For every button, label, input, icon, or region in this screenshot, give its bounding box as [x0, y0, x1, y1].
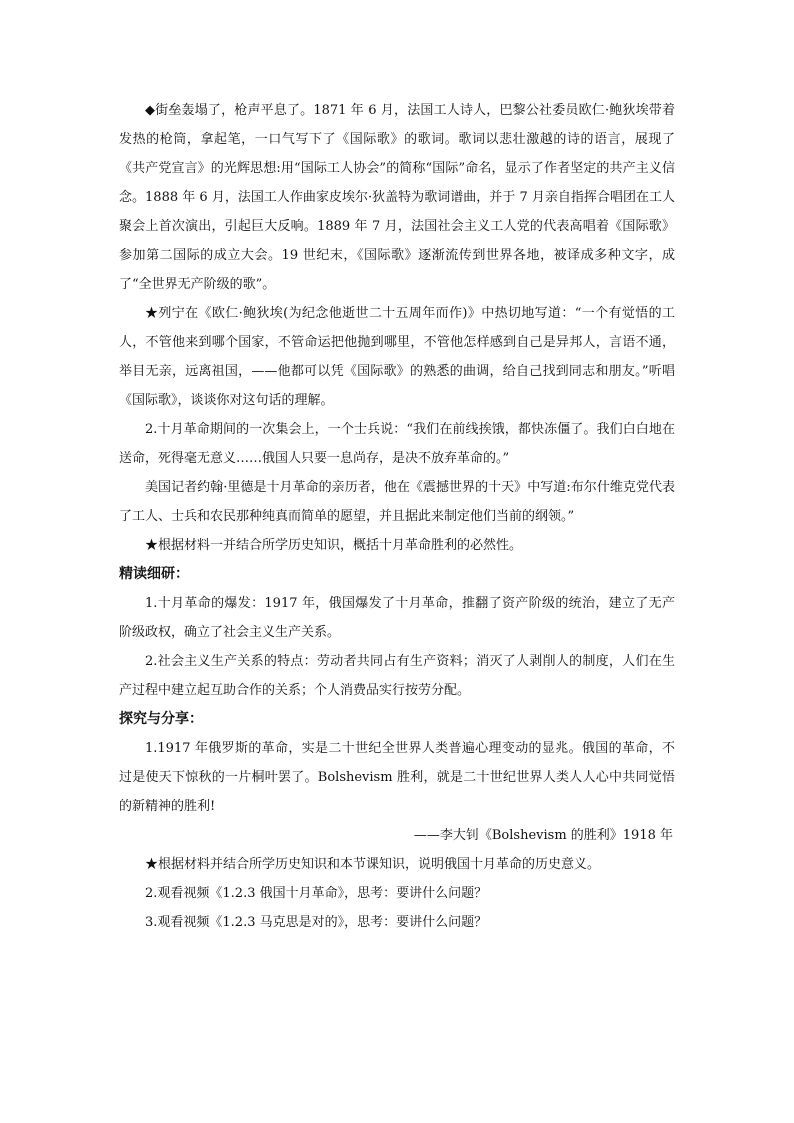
- paragraph-internationale-history: ◆街垒轰塌了，枪声平息了。1871 年 6 月，法国工人诗人，巴黎公社委员欧仁·鲍狄埃带着发热的枪筒，拿起笔，一口气写下了《国际歌》的歌词。歌词以悲壮激越的诗的语言，展现了《共产党宣言》的光辉思想:用“国际工人协会”的简称“国际”命名，显示了作者坚定的共产主义信念。1888 年 6 月，法国工人作曲家皮埃尔·狄盖特为歌词谱曲，并于 7 月亲自指挥合唱团在工人聚会上首次演出，引起巨大反响。1889 年 7 月，法国社会主义工人党的代表高唱着《国际歌》参加第二国际的成立大会。19 世纪末，《国际歌》逐渐流传到世界各地，被译成多种文字，成了“全世界无产阶级的歌”。: [119, 103, 675, 292]
- task-october-inevitability: ★根据材料一并结合所学历史知识，概括十月革命胜利的必然性。: [145, 538, 523, 553]
- paragraph-soldier-quote: 2.十月革命期间的一次集会上，一个士兵说：“我们在前线挨饿，都快冻僵了。我们白白地在送命，死得毫无意义……俄国人只要一息尚存，是决不放弃革命的。”: [119, 422, 675, 466]
- reading-item-2: 2.社会主义生产关系的特点：劳动者共同占有生产资料；消灭了人剥削人的制度，人们在生产过程中建立起互助合作的关系；个人消费品实行按劳分配。: [119, 654, 675, 698]
- explore-item-3: 3.观看视频《1.2.3 马克思是对的》，思考：要讲什么问题？: [145, 915, 488, 930]
- document-body: [119, 96, 675, 937]
- section-heading-reading: 精读细研：: [119, 566, 189, 582]
- explore-item-1: 1.1917 年俄罗斯的革命，实是二十世纪全世界人类普遍心理变动的显兆。俄国的革命，不过是使天下惊秋的一片桐叶罢了。Bolshevism 胜利，就是二十世纪世界人类人人心中共同觉悟的新精神的胜利!: [119, 741, 675, 814]
- paragraph-lenin-quote: ★列宁在《欧仁·鲍狄埃(为纪念他逝世二十五周年而作)》中热切地写道：“一个有觉悟的工人，不管他来到哪个国家，不管命运把他抛到哪里，不管他怎样感到自己是异邦人，言语不通，举目无亲，远离祖国，——他都可以凭《国际歌》的熟悉的曲调，给自己找到同志和朋友。”听唱《国际歌》，谈谈你对这句话的理解。: [119, 306, 675, 408]
- explore-task: ★根据材料并结合所学历史知识和本节课知识，说明俄国十月革命的历史意义。: [145, 857, 601, 872]
- explore-item-2: 2.观看视频《1.2.3 俄国十月革命》，思考：要讲什么问题？: [145, 886, 488, 901]
- quote-source: ——李大钊《Bolshevism 的胜利》1918 年: [413, 828, 673, 843]
- section-heading-explore: 探究与分享：: [119, 711, 203, 727]
- reading-item-1: 1.十月革命的爆发：1917 年，俄国爆发了十月革命，推翻了资产阶级的统治，建立了无产阶级政权，确立了社会主义生产关系。: [119, 596, 675, 640]
- paragraph-john-reed: 美国记者约翰·里德是十月革命的亲历者，他在《震撼世界的十天》中写道:布尔什维克党代表了工人、士兵和农民那种纯真而简单的愿望，并且据此来制定他们当前的纲领。”: [119, 480, 675, 524]
